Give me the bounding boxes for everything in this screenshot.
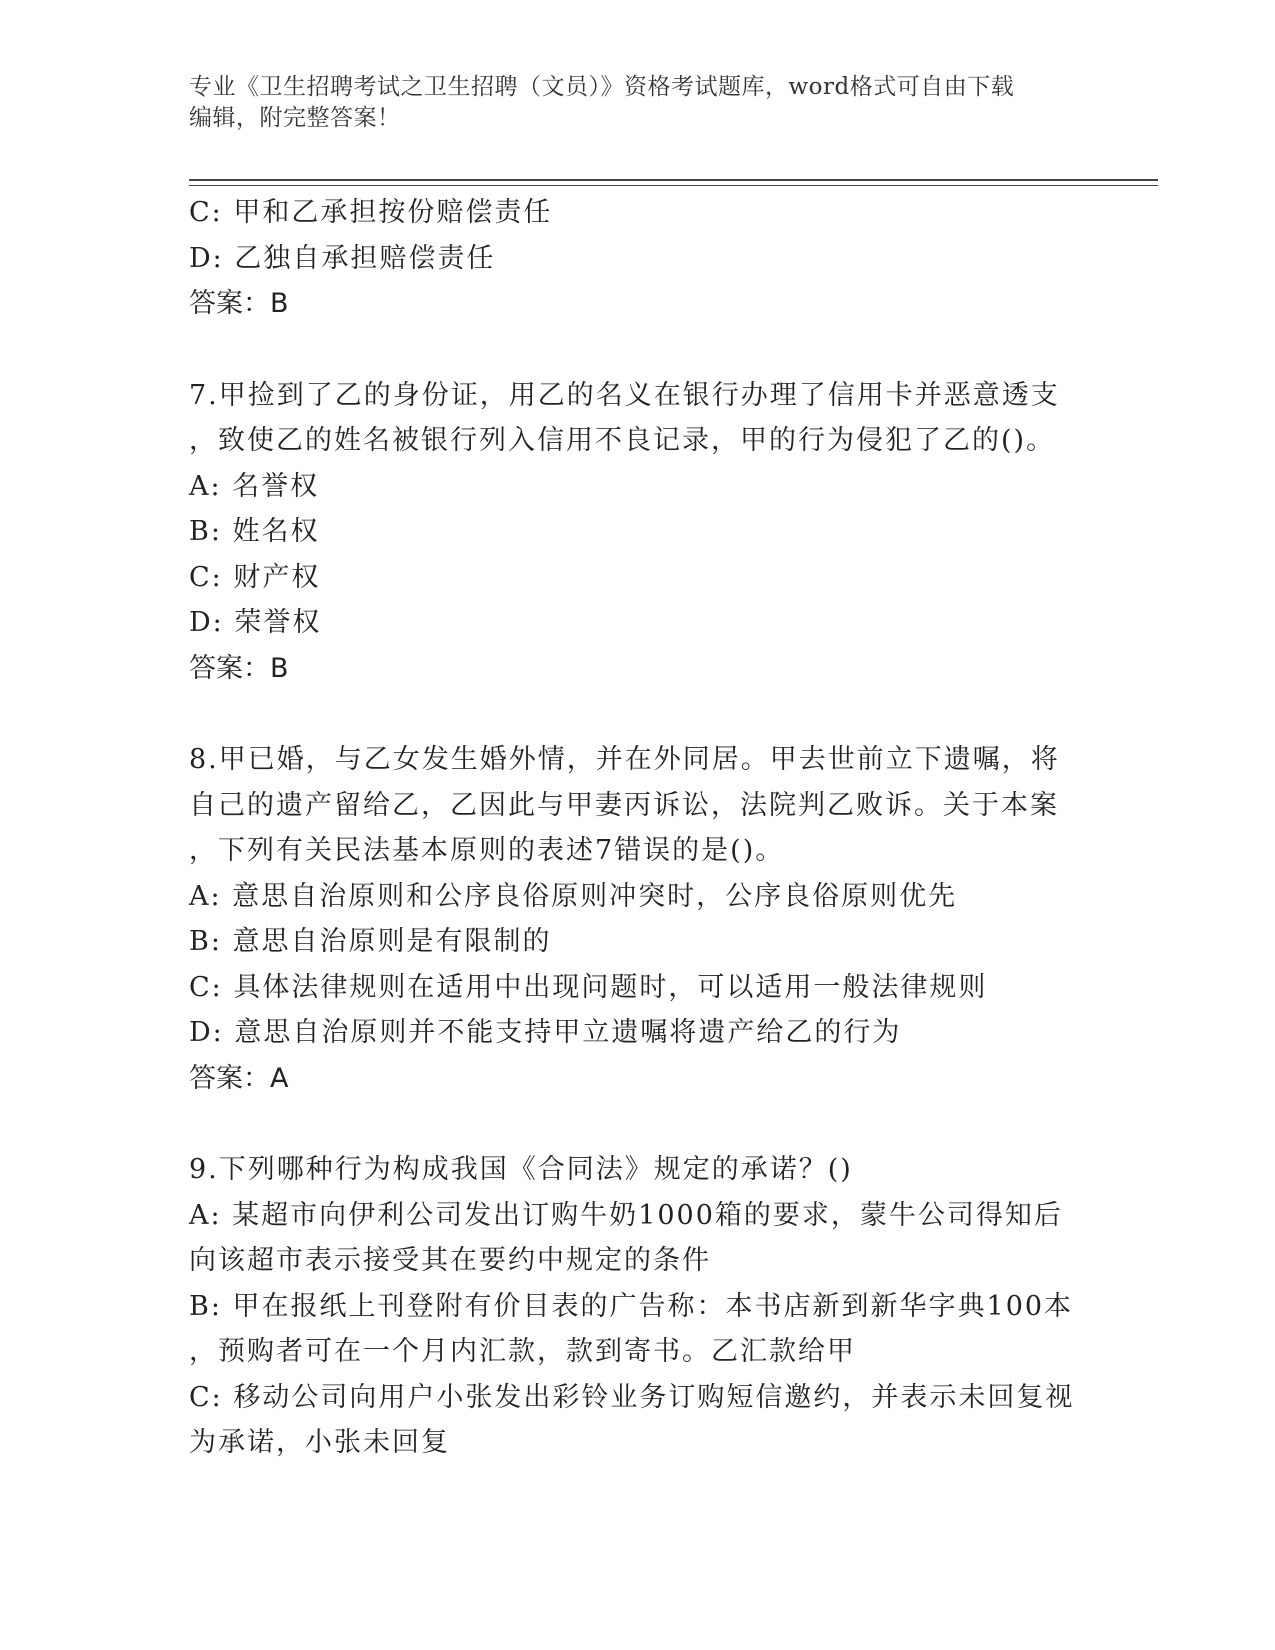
question-9 [189, 1147, 1149, 1466]
option-a: A: 意思自治原则和公序良俗原则冲突时，公序良俗原则优先 [189, 880, 958, 912]
question-stem: 7.甲捡到了乙的身份证，用乙的名义在银行办理了信用卡并恶意透支 [189, 379, 1060, 411]
answer: 答案：B [189, 652, 289, 684]
option-a: A: 某超市向伊利公司发出订购牛奶1000箱的要求，蒙牛公司得知后 [189, 1199, 1063, 1231]
option-b-continued: ，预购者可在一个月内汇款，款到寄书。乙汇款给甲 [189, 1336, 856, 1367]
question-8 [189, 737, 1149, 1101]
answer: 答案：A [189, 1062, 289, 1094]
header-rule-thin [189, 185, 1158, 186]
header-line-1: 专业《卫生招聘考试之卫生招聘（文员）》资格考试题库，word格式可自由下载 [189, 74, 1015, 100]
option-a: A: 名誉权 [189, 470, 320, 502]
option-c: C: 具体法律规则在适用中出现问题时，可以适用一般法律规则 [189, 971, 988, 1003]
question-stem: 9.下列哪种行为构成我国《合同法》规定的承诺？() [189, 1154, 853, 1185]
option-b: B: 姓名权 [189, 516, 320, 547]
continued-question [189, 190, 1149, 327]
question-stem: ，致使乙的姓名被银行列入信用不良记录，甲的行为侵犯了乙的()。 [189, 425, 1056, 456]
question-stem: 自己的遗产留给乙，乙因此与甲妻丙诉讼，法院判乙败诉。关于本案 [189, 789, 1059, 821]
answer: 答案：B [189, 288, 289, 319]
header-line-2: 编辑，附完整答案！ [189, 105, 401, 131]
option-d: D: 荣誉权 [189, 607, 322, 638]
option-b: B: 意思自治原则是有限制的 [189, 926, 552, 957]
option-c-continued: 为承诺，小张未回复 [189, 1427, 450, 1458]
option-b: B: 甲在报纸上刊登附有价目表的广告称：本书店新到新华字典100本 [189, 1290, 1074, 1322]
option-c: C: 甲和乙承担按份赔偿责任 [189, 197, 553, 228]
option-d: D: 意思自治原则并不能支持甲立遗嘱将遗产给乙的行为 [189, 1017, 902, 1048]
question-stem: 8.甲已婚，与乙女发生婚外情，并在外同居。甲去世前立下遗嘱，将 [189, 744, 1060, 775]
option-c: C: 移动公司向用户小张发出彩铃业务订购短信邀约，并表示未回复视 [189, 1381, 1075, 1413]
header-rule-thick [189, 179, 1158, 181]
question-stem: ，下列有关民法基本原则的表述7错误的是()。 [189, 835, 785, 866]
document-header [189, 72, 1089, 134]
option-a-continued: 向该超市表示接受其在要约中规定的条件 [189, 1245, 711, 1276]
option-d: D: 乙独自承担赔偿责任 [189, 242, 496, 274]
option-c: C: 财产权 [189, 561, 321, 593]
question-7 [189, 373, 1149, 692]
document-body [189, 190, 1149, 1466]
